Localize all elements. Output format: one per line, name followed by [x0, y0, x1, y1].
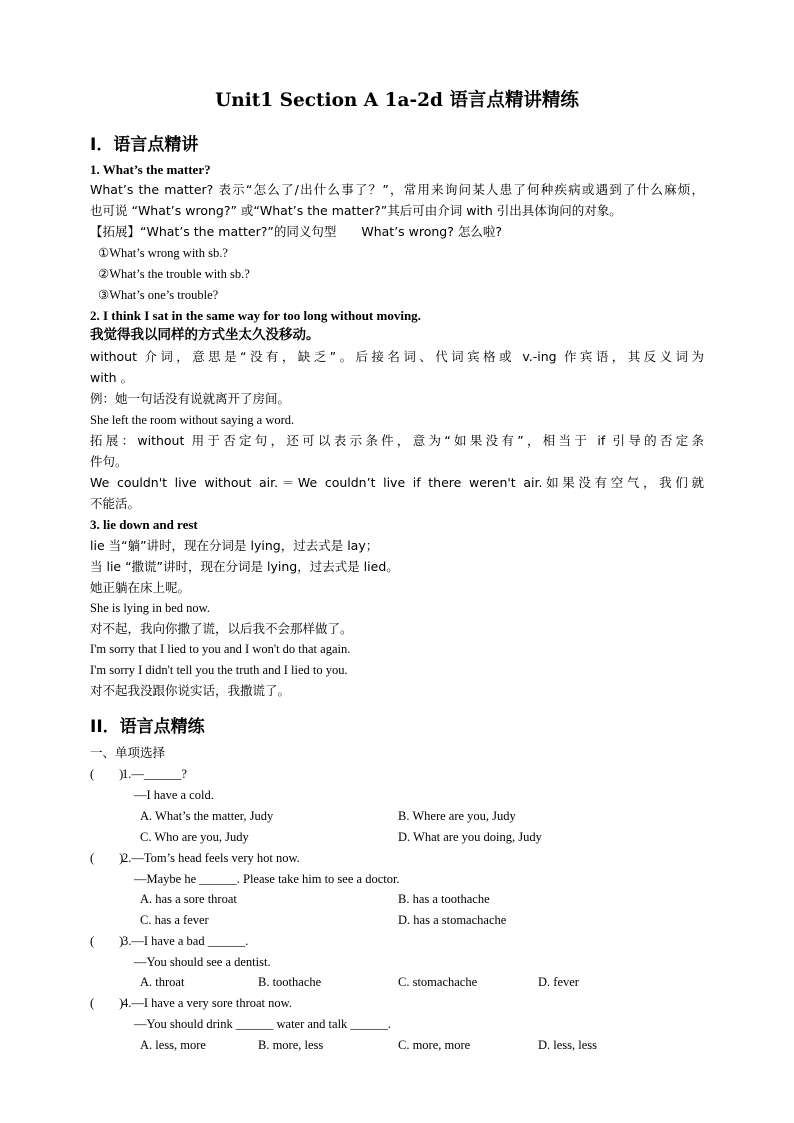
point-1-line-3: 【拓展】“What’s the matter?”的同义句型 What’s wrong? 怎么啦?: [90, 224, 502, 239]
point-2-line-5: 拓展：without 用于否定句，还可以表示条件，意为“如果没有”，相当于 if 引导的否定条: [90, 433, 704, 448]
question-stem: 4.—I have a very sore throat now.: [122, 996, 292, 1010]
exercise-subheading: 一、单项选择: [90, 745, 166, 760]
point-3-line-3: 她正躺在床上呢。: [90, 580, 191, 595]
point-3-heading: 3. lie down and rest: [90, 517, 198, 532]
point-2-line-1: without 介词，意思是“没有，缺乏”。后接名词、代词宾格或 v.-ing 作宾语，其反义词为: [90, 349, 704, 364]
question-2-line-2: —Maybe he ______. Please take him to see a doctor.: [134, 872, 400, 886]
question-4: [90, 995, 292, 1011]
point-3-line-1: lie 当“躺”讲时，现在分词是 lying，过去式是 lay；: [90, 538, 379, 553]
point-1-line-1: What’s the matter? 表示“怎么了/出什么事了？”，常用来询问某人患了何种疾病或遇到了什么麻烦，: [90, 182, 704, 197]
point-2-line-2: with 。: [90, 370, 133, 385]
point-3-line-8: 对不起我没跟你说实话，我撒谎了。: [90, 683, 291, 698]
answer-blank[interactable]: ( ): [90, 767, 124, 781]
point-1-line-6: ③What’s one’s trouble?: [98, 288, 219, 302]
point-2-heading: 2. I think I sat in the same way for too long without moving.: [90, 308, 421, 323]
question-3-line-2: —You should see a dentist.: [134, 955, 271, 969]
point-3-line-6: I'm sorry that I lied to you and I won't do that again.: [90, 642, 351, 656]
question-4-option-b[interactable]: B. more, less: [258, 1038, 324, 1052]
point-2-line-4: She left the room without saying a word.: [90, 413, 295, 427]
question-1-option-d[interactable]: D. What are you doing, Judy: [398, 830, 542, 844]
answer-blank[interactable]: ( ): [90, 934, 124, 948]
point-2-line-6: 件句。: [90, 454, 128, 469]
question-1-option-c[interactable]: C. Who are you, Judy: [140, 830, 249, 844]
question-2-option-a[interactable]: A. has a sore throat: [140, 892, 237, 906]
question-4-option-a[interactable]: A. less, more: [140, 1038, 206, 1052]
question-1: [90, 766, 187, 782]
question-2-option-c[interactable]: C. has a fever: [140, 913, 209, 927]
section-heading-1: I．语言点精讲: [90, 135, 199, 155]
page-title: Unit1 Section A 1a-2d 语言点精讲精练: [215, 90, 579, 111]
question-stem: 2.—Tom’s head feels very hot now.: [122, 851, 300, 865]
question-2-option-b[interactable]: B. has a toothache: [398, 892, 490, 906]
question-stem: 3.—I have a bad ______.: [122, 934, 249, 948]
point-2-line-3: 例：她一句话没有说就离开了房间。: [90, 391, 291, 406]
question-3: [90, 933, 248, 949]
question-1-option-a[interactable]: A. What’s the matter, Judy: [140, 809, 274, 823]
point-1-line-4: ①What’s wrong with sb.?: [98, 246, 228, 260]
answer-blank[interactable]: ( ): [90, 851, 124, 865]
section-heading-2: II．语言点精练: [90, 717, 205, 737]
point-2-zh-heading: 我觉得我以同样的方式坐太久没移动。: [90, 327, 320, 343]
question-1-option-b[interactable]: B. Where are you, Judy: [398, 809, 516, 823]
question-stem: 1.—______?: [122, 767, 187, 781]
point-1-heading: 1. What’s the matter?: [90, 162, 211, 177]
question-2: [90, 850, 300, 866]
point-1-line-5: ②What’s the trouble with sb.?: [98, 267, 250, 281]
question-4-option-c[interactable]: C. more, more: [398, 1038, 471, 1052]
question-4-line-2: —You should drink ______ water and talk ______.: [134, 1017, 392, 1031]
question-3-option-a[interactable]: A. throat: [140, 975, 185, 989]
point-3-line-7: I'm sorry I didn't tell you the truth and I lied to you.: [90, 663, 348, 677]
point-3-line-2: 当 lie “撒谎”讲时，现在分词是 lying，过去式是 lied。: [90, 559, 399, 574]
question-3-option-c[interactable]: C. stomachache: [398, 975, 478, 989]
point-3-line-5: 对不起，我向你撒了谎，以后我不会那样做了。: [90, 621, 353, 636]
question-3-option-d[interactable]: D. fever: [538, 975, 579, 989]
point-3-line-4: She is lying in bed now.: [90, 601, 211, 615]
question-2-option-d[interactable]: D. has a stomachache: [398, 913, 507, 927]
question-1-line-2: —I have a cold.: [134, 788, 214, 802]
point-2-line-8: 不能活。: [90, 496, 141, 511]
point-1-line-2: 也可说 “What’s wrong?” 或“What’s the matter?”其后可由介词 with 引出具体询问的对象。: [90, 203, 622, 218]
question-4-option-d[interactable]: D. less, less: [538, 1038, 598, 1052]
point-2-line-7: We couldn't live without air.＝We couldn’t live if there weren't air.如果没有空气，我们就: [90, 475, 704, 490]
question-3-option-b[interactable]: B. toothache: [258, 975, 322, 989]
answer-blank[interactable]: ( ): [90, 996, 124, 1010]
